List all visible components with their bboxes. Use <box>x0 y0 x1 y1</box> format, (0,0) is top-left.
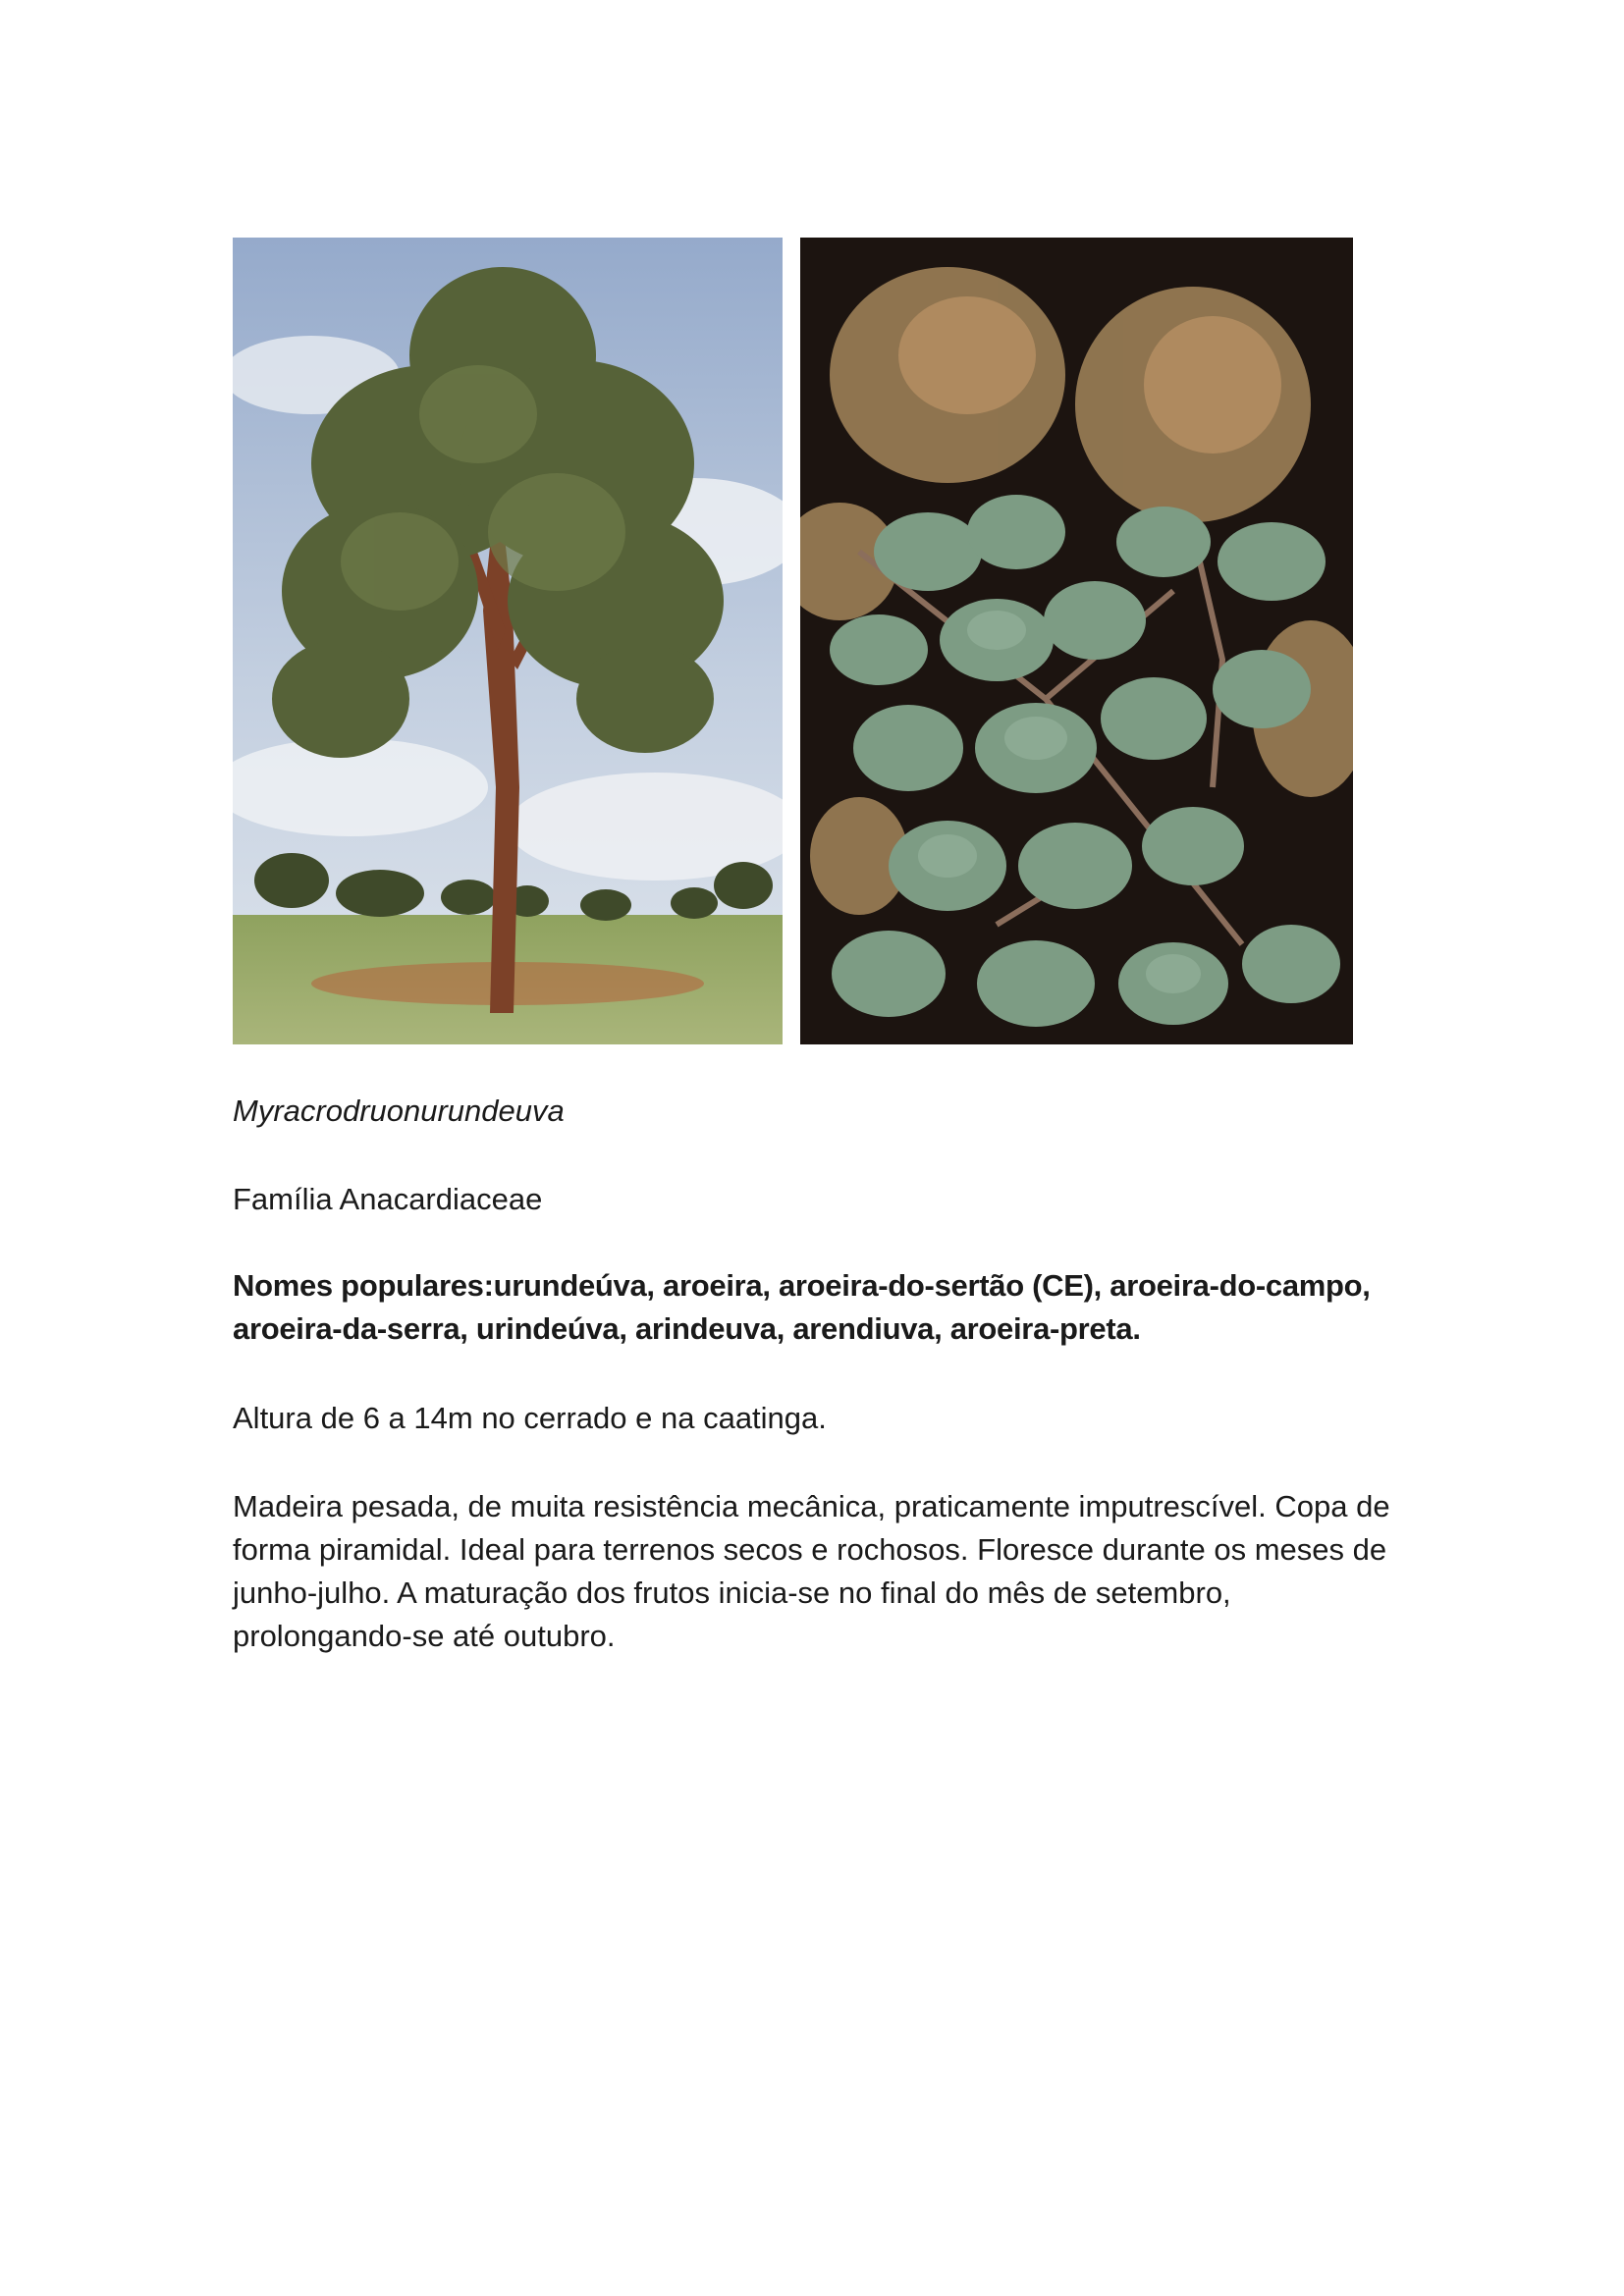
species-figure <box>233 238 1353 1044</box>
species-name: Myracrodruonurundeuva <box>233 1094 565 1128</box>
popular-names: Nomes populares:urundeúva, aroeira, aroeira-do-sertão (CE), aroeira-do-campo, aroeira-da-serra, urindeúva, arindeuva, arendiuva, aroeira-preta. <box>233 1268 1371 1346</box>
description-paragraph: Madeira pesada, de muita resistência mecânica, praticamente imputrescível. Copa de forma piramidal. Ideal para terrenos secos e rochosos. Floresce durante os meses de junho-julho. A maturação dos frutos inicia-se no final do mês de setembro, prolongando-se até outubro. <box>233 1489 1390 1653</box>
tree-in-savanna-photo <box>233 238 783 1044</box>
height-info: Altura de 6 a 14m no cerrado e na caatinga. <box>233 1401 827 1435</box>
family-name: Família Anacardiaceae <box>233 1182 543 1216</box>
leaves-and-flowers-photo <box>800 238 1353 1044</box>
